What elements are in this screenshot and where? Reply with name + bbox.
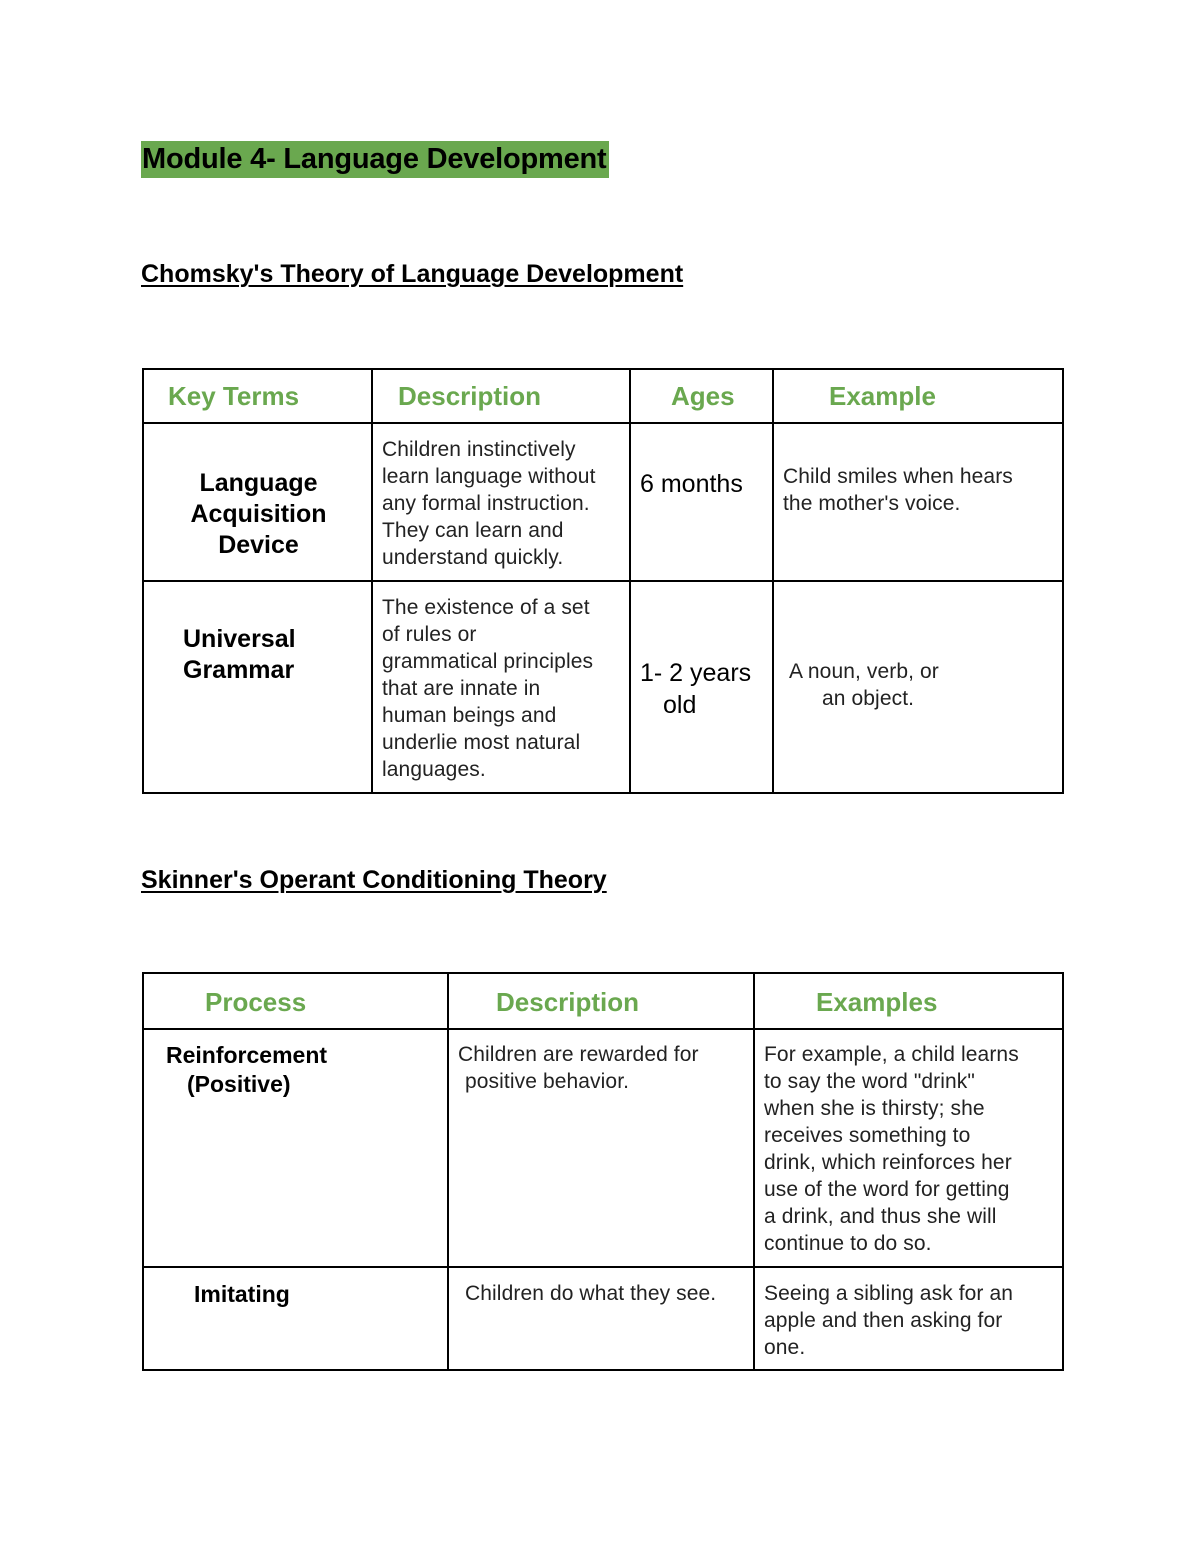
term-line: Acquisition: [190, 500, 327, 528]
text-line: old: [663, 691, 697, 719]
text-line: Children instinctively: [382, 438, 576, 461]
text-line: Child smiles when hears: [783, 465, 1013, 488]
text-line: human beings and: [382, 704, 557, 727]
header-process: Process: [205, 987, 307, 1017]
text-line: learn language without: [382, 465, 596, 488]
description-cell: [448, 1267, 754, 1370]
header-cell-process: [143, 973, 448, 1029]
table-header-row: [143, 973, 1063, 1029]
chomsky-table: [142, 368, 1064, 794]
ages-text: [640, 468, 743, 500]
header-description: Description: [496, 987, 640, 1017]
text-line: any formal instruction.: [382, 492, 590, 515]
text-line: a drink, and thus she will: [764, 1205, 997, 1228]
header-cell-description: [448, 973, 754, 1029]
example-cell: [773, 581, 1063, 793]
description-text: [458, 1041, 699, 1095]
chomsky-section-heading: Chomsky's Theory of Language Development: [141, 260, 684, 288]
text-line: They can learn and: [382, 519, 564, 542]
header-example: Example: [829, 381, 936, 411]
process-label: [166, 1041, 327, 1099]
text-line: Children do what they see.: [465, 1282, 717, 1305]
table-row: [143, 581, 1063, 793]
ages-cell: [630, 423, 773, 581]
term-line: Reinforcement: [166, 1042, 328, 1068]
example-cell: [754, 1029, 1063, 1267]
text-line: receives something to: [764, 1124, 971, 1147]
process-cell: [143, 1267, 448, 1370]
text-line: the mother's voice.: [783, 492, 961, 515]
text-line: The existence of a set: [382, 596, 590, 619]
text-line: 1- 2 years: [640, 659, 752, 687]
text-line: use of the word for getting: [764, 1178, 1010, 1201]
text-line: of rules or: [382, 623, 477, 646]
description-cell: [372, 423, 630, 581]
text-line: grammatical principles: [382, 650, 594, 673]
example-text: [764, 1041, 1019, 1257]
term-cell: [143, 581, 372, 793]
description-text: [382, 594, 593, 783]
text-line: underlie most natural: [382, 731, 581, 754]
header-cell-ages: [630, 369, 773, 423]
text-line: A noun, verb, or: [789, 660, 939, 683]
term-cell: [143, 423, 372, 581]
text-line: to say the word "drink": [764, 1070, 975, 1093]
skinner-table: [142, 972, 1064, 1371]
header-ages: Ages: [671, 381, 735, 411]
table-header-row: [143, 369, 1063, 423]
table-row: [143, 1029, 1063, 1267]
example-cell: [773, 423, 1063, 581]
text-line: Children are rewarded for: [458, 1043, 699, 1066]
header-description: Description: [398, 381, 542, 411]
example-cell: [754, 1267, 1063, 1370]
text-line: one.: [764, 1336, 806, 1359]
text-line: Seeing a sibling ask for an: [764, 1282, 1014, 1305]
header-cell-example: [773, 369, 1063, 423]
term-line: (Positive): [187, 1071, 291, 1097]
term-line: Universal: [183, 625, 296, 653]
term-line: Device: [218, 531, 299, 559]
ages-cell: [630, 581, 773, 793]
ages-text: [640, 657, 751, 721]
header-key-terms: Key Terms: [168, 381, 300, 411]
skinner-section-heading: Skinner's Operant Conditioning Theory: [141, 866, 607, 894]
text-line: For example, a child learns: [764, 1043, 1019, 1066]
text-line: 6 months: [640, 470, 743, 498]
page-title: Module 4- Language Development: [141, 141, 609, 178]
table-row: [143, 423, 1063, 581]
header-examples: Examples: [816, 987, 938, 1017]
text-line: continue to do so.: [764, 1232, 932, 1255]
header-cell-examples: [754, 973, 1063, 1029]
text-line: languages.: [382, 758, 486, 781]
process-label: [194, 1280, 290, 1309]
header-cell-key-terms: [143, 369, 372, 423]
description-text: [465, 1280, 716, 1307]
term-line: Language: [199, 469, 318, 497]
header-cell-description: [372, 369, 630, 423]
text-line: apple and then asking for: [764, 1309, 1003, 1332]
example-text: [764, 1280, 1013, 1361]
term-label: [183, 624, 296, 686]
table-row: [143, 1267, 1063, 1370]
text-line: positive behavior.: [465, 1070, 630, 1093]
description-cell: [448, 1029, 754, 1267]
description-cell: [372, 581, 630, 793]
term-line: Imitating: [194, 1281, 290, 1307]
example-text: [783, 463, 1013, 517]
description-text: [382, 436, 596, 571]
text-line: drink, which reinforces her: [764, 1151, 1012, 1174]
text-line: an object.: [822, 687, 915, 710]
term-label: [144, 468, 373, 561]
text-line: when she is thirsty; she: [764, 1097, 985, 1120]
text-line: that are innate in: [382, 677, 541, 700]
text-line: understand quickly.: [382, 546, 564, 569]
example-text: [789, 658, 939, 712]
term-line: Grammar: [183, 656, 295, 684]
process-cell: [143, 1029, 448, 1267]
